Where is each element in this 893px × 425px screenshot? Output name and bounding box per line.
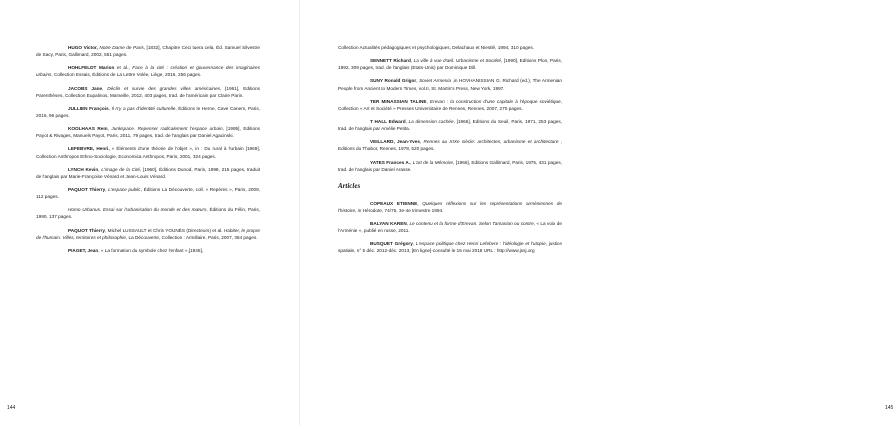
bibliography-entry [36,105,260,119]
bibliography-entry [36,186,260,200]
entry-author: JACOBS Jane [68,85,103,91]
entry-text: , [1960], Éditions Dunod, Paris, 1998, 215 pages, traduit de l'anglais par Marie-Françoise Vénard et Jean-Louis Vénard. [36,166,260,179]
entry-title: Homo Urbanus. Essai sur l'urbanisation du monde et des mœurs [68,207,207,213]
entry-text: , [416,78,420,84]
bibliography-entry [36,166,260,180]
entry-text: , « La voix de l'Arménie », publié en russe, 2011. [338,221,562,234]
bibliography-entry [338,57,562,71]
entry-author: HUGO Victor, [68,45,98,50]
bibliography-entry [36,125,260,139]
entry-title: Il n'y a pas d'identité culturelle [111,105,176,111]
entry-title: Erevan : la construction d'une capitale à l'époque soviétique [429,98,561,104]
entry-text: , [107,126,112,132]
entry-text: , [426,98,430,104]
entry-author: JULLIEN François [68,105,109,111]
entry-text: , Éditions du Félin, Paris, 1990, 137 pages. [36,207,260,220]
entry-text: , [406,221,410,227]
bibliography-entry [338,138,562,152]
entry-author: PAQUOT Thierry [68,227,105,233]
bibliography-entry [36,206,260,220]
entry-title: La ville à vue d'œil. Urbanisme et Société [413,58,502,64]
entry-title: Face à la cité : création et gouvernance des imaginaires urbains [36,65,260,78]
entry-author: HOHLFELDT Marion [68,65,115,71]
entry-text: , [108,105,112,111]
entry-text: et al., [114,65,133,71]
entry-author: VEILLARD, Jean-Yves [370,139,420,145]
entry-author: COPEAUX ETIENNE [370,200,418,206]
entry-text: , [419,139,424,145]
entry-text: , [1966], Editions du Seuil, Paris, 1971, 253 pages, trad. de l'anglais par Amélie Petita. [338,119,563,132]
entry-text: , [405,119,409,125]
page-number-left: 144 [7,405,16,411]
entry-title: Soviet Armenia [419,78,451,84]
entry-title: Le contenu et la forme d'Erevan. Selon Tamanian ou contre [409,221,534,227]
entry-text: , [1990], Editions Plon, Paris, 1992, 309 pages, trad. de l'anglais (Etats-Unis) par Dominique Dill. [338,58,562,71]
entry-text: , [1995], Editions Payot & Rivages, Manuels Payot, Paris, 2011, 79 pages, trad. de l'anglais par Daniel Agacinski. [36,126,260,139]
entry-text: , Michel LUSSAULT et Chris YOUNÈS (Directeurs) et al. [104,227,224,233]
entry-title: La dimension cachée [408,119,454,125]
bibliography-entry [36,44,260,58]
entry-title: L'espace politique chez Henri Lefebvre : l'idéologie et l'utopie [415,241,546,247]
entry-author: PAQUOT Thierry [68,186,106,192]
section-heading-articles: Articles [338,181,361,190]
entry-text: , [410,159,413,165]
entry-author: LYNCH Kevin [68,166,99,172]
right-page [300,0,893,425]
entry-text: , [410,58,414,64]
entry-title: Notre Dame de Paris [99,45,144,50]
entry-text: , [412,241,416,247]
entry-title: L'espace public [108,186,141,192]
entry-author: KOOLHAAS Rem [68,126,108,132]
entry-title: Habiter, le propre de l'humain. Villes, territoires et philosophie [36,227,261,240]
entry-author: TER MINASSIAN TALINE [370,98,427,104]
bibliography-entry [36,247,260,254]
entry-author: T HALL Edward [370,119,406,125]
bibliography-entry [36,85,260,99]
bibliography-entry [338,44,562,51]
bibliography-entry [36,64,260,78]
entry-text: , Collection Essais, Éditions de La Lettre Volée, Liège, 2016, 256 pages. [51,72,202,78]
entry-title: Déclin et survie des grandes villes américaines [107,85,220,91]
entry-text: , Editions du Thabor, Rennes, 1978, 520 pages. [338,139,562,152]
entry-author: BALYAN KAREN [370,221,407,227]
bibliography-entry [338,200,562,214]
entry-title: L'art de la Mémoire [412,159,454,165]
bibliography-column-left [36,44,260,260]
entry-text: , justice spatiale, n° 5 déc. 2012-déc. 2013, [En ligne]-consulté le 15 mai 2018 URL : http://www.jssj.org [338,241,562,254]
bibliography-entry [338,77,562,91]
bibliography-column-right [338,44,562,261]
entry-author: LEFEBVRE, Henri, [68,146,110,152]
entry-text: , Éditions le Herne, Cave Canem, Paris, 2016, 96 pages. [36,105,260,118]
entry-text: , [417,200,423,206]
entry-text: « Éléments d'une théorie de l'objet », in : Du rural à l'urbain [1969], Collection Anthropos Ethno-Sociologie, Economica Anthropos, Paris, 2001, 324 pages. [36,146,260,159]
entry-text: , [1961], Editions Parenthèses, Collection Eupalinos, Marseille, 2012, 403 pages, trad. de l'américain par Claire Parin. [36,85,260,98]
bibliography-entry [338,98,562,112]
entry-title: Junkspace. Repenser radicalement l'espace urbain [111,126,223,132]
entry-author: BUSQUET Grégory [370,241,413,247]
entry-title: Quelques réflexions sur les représentations arméniennes de l'histoire [338,200,562,213]
entry-text: , « La formation du symbole chez l'enfant »,[1945], [98,247,204,253]
entry-text: , [1832], Chapitre Ceci tuera cela, Éd. Samuel Silvestre de Sacy, Paris, Gallimard, 2002, 551 pages. [36,45,260,58]
entry-text: , [102,85,108,91]
articles-list [338,200,562,255]
entry-text: , La Découverte, Collection : Armillaire, Paris, 2007, 384 pages. [125,234,258,240]
bibliography-entry [338,159,562,173]
entry-author: SUNY Ronald Grigor [370,78,417,84]
entry-text: , [98,166,102,172]
bibliography-entry [36,227,260,241]
entry-title: L'image de la Cité [101,166,140,172]
bibliography-entry [338,220,562,234]
bibliography-entry [36,145,260,159]
page-number-right: 145 [885,405,893,411]
entry-author: SENNETT Richard [370,58,411,64]
books-list [338,44,562,173]
entry-author: PIAGET, Jean [68,247,99,253]
entry-text: Collection Actualités pédagogiques et psychologiques, Delachaux et Niestlé, 1994, 310 pages. [338,45,534,50]
left-page [0,0,300,425]
entry-text: , in Hérodote, 74/75, 3e-4e trimestre 1994. [355,207,444,213]
entry-text: , [105,186,109,192]
bibliography-entry [338,118,562,132]
entry-title: Rennes au XIXe siècle: architectes, urbanisme et architecture [423,139,559,145]
entry-text: , [1966], Editions Gallimard, Paris, 1975, 431 pages, trad. de l'anglais par Daniel Arasse. [338,159,562,172]
entry-text: ,in HOVHANISSIAN G. Richard (ed.), The Armenian People from Ancient to Modern Times, vol.II, St. Martin's Press, New York, 1997. [338,78,562,91]
entry-text: , Collection « Art et Société » Presses Universitaire de Rennes, Rennes, 2007, 270 pages. [338,98,562,111]
entry-author: YATES Frances A. [370,159,411,165]
bibliography-entry [338,240,562,254]
entry-text: , Éditions La Découverte, coll. « Repères », Paris, 2009, 112 pages. [36,186,260,200]
